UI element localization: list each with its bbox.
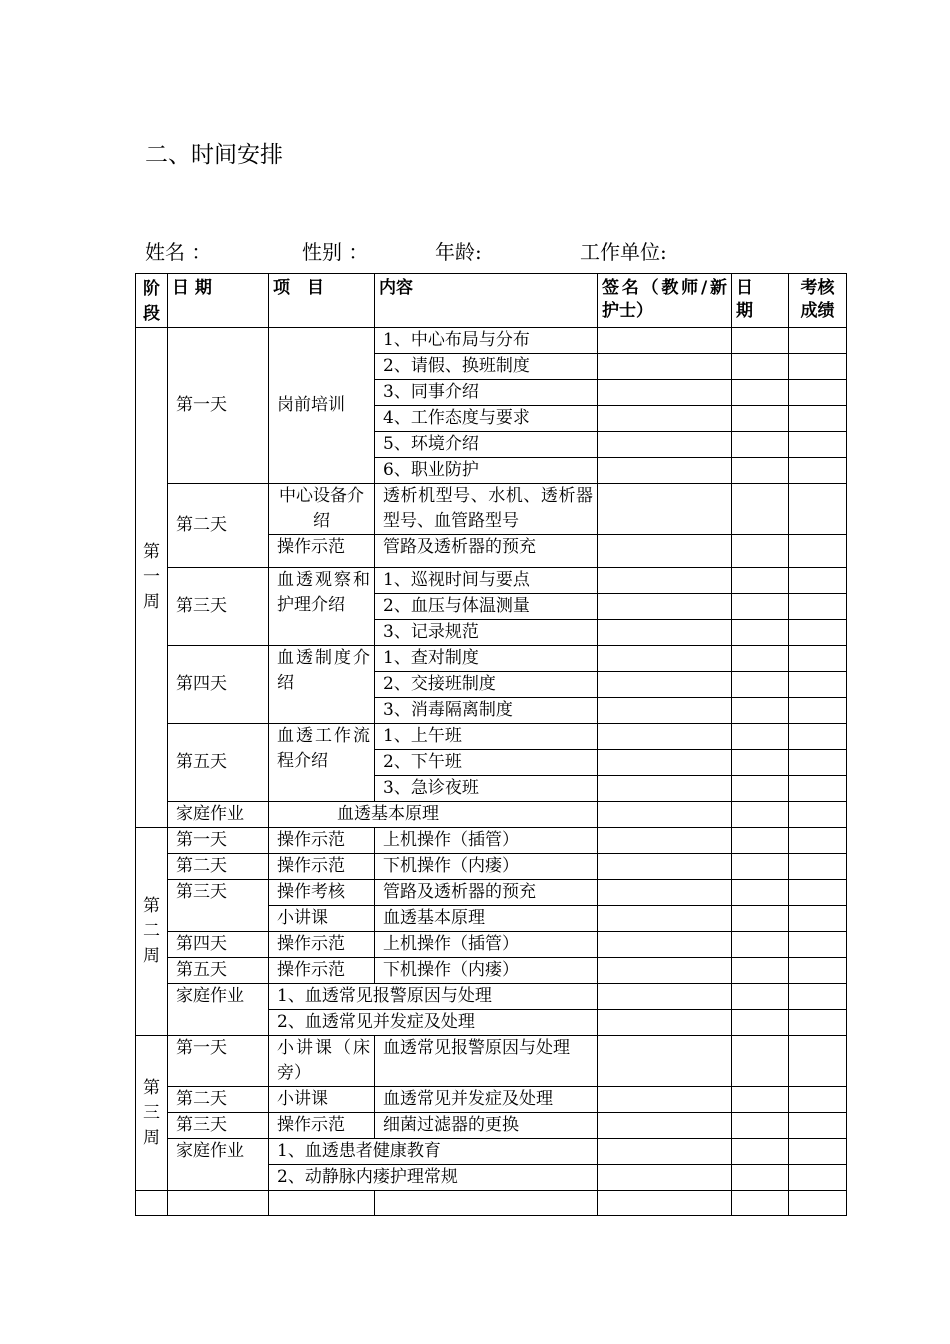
name-label: 姓名 ： — [145, 240, 212, 264]
score-cell — [789, 854, 847, 880]
table-row — [136, 828, 847, 854]
empty-cell — [732, 1191, 789, 1216]
item-cell: 血透观察和护理介绍 — [269, 568, 375, 646]
empty-cell — [168, 1191, 269, 1216]
day-cell — [732, 698, 789, 724]
table-row — [136, 1087, 847, 1113]
homework-content: 血透基本原理 — [269, 802, 598, 828]
content-cell: 上机操作（插管） — [375, 932, 598, 958]
content-cell: 2、下午班 — [375, 750, 598, 776]
table-row — [136, 484, 847, 535]
content-cell: 1、中心布局与分布 — [375, 328, 598, 354]
signature-cell — [598, 672, 732, 698]
signature-cell — [598, 1139, 732, 1165]
table-row — [136, 1113, 847, 1139]
score-cell — [789, 802, 847, 828]
date-cell: 第三天 — [168, 568, 269, 646]
signature-cell — [598, 535, 732, 568]
day-cell — [732, 906, 789, 932]
content-cell: 3、急诊夜班 — [375, 776, 598, 802]
item-cell: 小讲课（床旁） — [269, 1036, 375, 1087]
signature-cell — [598, 802, 732, 828]
header-score: 考核成绩 — [789, 274, 847, 328]
day-cell — [732, 932, 789, 958]
day-cell — [732, 380, 789, 406]
score-cell — [789, 958, 847, 984]
day-cell — [732, 328, 789, 354]
day-cell — [732, 1165, 789, 1191]
item-cell: 中心设备介绍 — [269, 484, 375, 535]
date-cell: 第二天 — [168, 854, 269, 880]
table-row — [136, 1139, 847, 1165]
score-cell — [789, 984, 847, 1010]
signature-cell — [598, 854, 732, 880]
content-cell: 2、请假、换班制度 — [375, 354, 598, 380]
date-cell: 家庭作业 — [168, 984, 269, 1036]
day-cell — [732, 354, 789, 380]
score-cell — [789, 724, 847, 750]
stage-week2: 第二周 — [136, 828, 168, 1036]
content-cell: 管路及透析器的预充 — [375, 535, 598, 568]
content-cell: 透析机型号、水机、透析器型号、血管路型号 — [375, 484, 598, 535]
date-cell: 第四天 — [168, 932, 269, 958]
signature-cell — [598, 1113, 732, 1139]
day-cell — [732, 776, 789, 802]
score-cell — [789, 484, 847, 535]
content-cell: 3、记录规范 — [375, 620, 598, 646]
content-cell: 6、职业防护 — [375, 458, 598, 484]
score-cell — [789, 594, 847, 620]
table-row — [136, 854, 847, 880]
empty-row — [136, 1191, 847, 1216]
gender-label: 性别 ： — [302, 240, 369, 264]
signature-cell — [598, 380, 732, 406]
date-cell: 第二天 — [168, 484, 269, 568]
day-cell — [732, 1139, 789, 1165]
item-cell: 岗前培训 — [269, 328, 375, 484]
date-cell: 第一天 — [168, 828, 269, 854]
day-cell — [732, 802, 789, 828]
empty-cell — [375, 1191, 598, 1216]
day-cell — [732, 1010, 789, 1036]
table-row — [136, 880, 847, 906]
day-cell — [732, 620, 789, 646]
date-cell: 第一天 — [168, 1036, 269, 1087]
score-cell — [789, 750, 847, 776]
date-cell: 第二天 — [168, 1087, 269, 1113]
item-cell: 操作示范 — [269, 932, 375, 958]
item-cell: 操作示范 — [269, 1113, 375, 1139]
score-cell — [789, 328, 847, 354]
day-cell — [732, 568, 789, 594]
signature-cell — [598, 776, 732, 802]
item-cell: 操作示范 — [269, 854, 375, 880]
homework-content: 1、血透患者健康教育 — [269, 1139, 598, 1165]
score-cell — [789, 646, 847, 672]
item-cell: 血透工作流程介绍 — [269, 724, 375, 802]
day-cell — [732, 646, 789, 672]
content-cell: 3、消毒隔离制度 — [375, 698, 598, 724]
date-cell: 家庭作业 — [168, 802, 269, 828]
date-cell: 第五天 — [168, 724, 269, 802]
table-row — [136, 328, 847, 354]
score-cell — [789, 906, 847, 932]
score-cell — [789, 380, 847, 406]
content-cell: 1、上午班 — [375, 724, 598, 750]
score-cell — [789, 932, 847, 958]
signature-cell — [598, 484, 732, 535]
content-cell: 上机操作（插管） — [375, 828, 598, 854]
score-cell — [789, 1165, 847, 1191]
day-cell — [732, 854, 789, 880]
date-cell: 第五天 — [168, 958, 269, 984]
day-cell — [732, 458, 789, 484]
header-signature: 签名（教师/新护士） — [598, 274, 732, 328]
score-cell — [789, 1010, 847, 1036]
table-row — [136, 958, 847, 984]
score-cell — [789, 698, 847, 724]
content-cell: 4、工作态度与要求 — [375, 406, 598, 432]
date-cell: 第一天 — [168, 328, 269, 484]
item-cell: 操作示范 — [269, 828, 375, 854]
content-cell: 细菌过滤器的更换 — [375, 1113, 598, 1139]
signature-cell — [598, 328, 732, 354]
content-cell: 2、血压与体温测量 — [375, 594, 598, 620]
item-cell: 操作示范 — [269, 958, 375, 984]
day-cell — [732, 1113, 789, 1139]
day-cell — [732, 1036, 789, 1087]
date-cell: 第四天 — [168, 646, 269, 724]
score-cell — [789, 880, 847, 906]
header-item: 项 目 — [269, 274, 375, 328]
signature-cell — [598, 1010, 732, 1036]
content-cell: 血透常见并发症及处理 — [375, 1087, 598, 1113]
schedule-table — [135, 273, 847, 1216]
score-cell — [789, 1087, 847, 1113]
date-cell: 第三天 — [168, 880, 269, 932]
score-cell — [789, 432, 847, 458]
signature-cell — [598, 958, 732, 984]
age-label: 年龄: — [435, 240, 482, 264]
score-cell — [789, 776, 847, 802]
day-cell — [732, 535, 789, 568]
day-cell — [732, 880, 789, 906]
score-cell — [789, 1139, 847, 1165]
score-cell — [789, 1113, 847, 1139]
score-cell — [789, 458, 847, 484]
signature-cell — [598, 458, 732, 484]
content-cell: 管路及透析器的预充 — [375, 880, 598, 906]
signature-cell — [598, 750, 732, 776]
table-row — [136, 802, 847, 828]
table-row — [136, 984, 847, 1010]
item-cell: 操作考核 — [269, 880, 375, 906]
signature-cell — [598, 984, 732, 1010]
score-cell — [789, 672, 847, 698]
day-cell — [732, 672, 789, 698]
content-cell: 下机操作（内瘘） — [375, 854, 598, 880]
homework-content: 2、血透常见并发症及处理 — [269, 1010, 598, 1036]
day-cell — [732, 406, 789, 432]
header-stage: 阶段 — [136, 274, 168, 328]
score-cell — [789, 828, 847, 854]
content-cell: 血透常见报警原因与处理 — [375, 1036, 598, 1087]
signature-cell — [598, 932, 732, 958]
score-cell — [789, 406, 847, 432]
signature-cell — [598, 646, 732, 672]
day-cell — [732, 750, 789, 776]
stage-week1: 第一周 — [136, 328, 168, 828]
signature-cell — [598, 880, 732, 906]
section-heading: 二、时间安排 — [145, 142, 283, 168]
day-cell — [732, 724, 789, 750]
item-cell: 小讲课 — [269, 1087, 375, 1113]
day-cell — [732, 984, 789, 1010]
date-cell: 家庭作业 — [168, 1139, 269, 1191]
content-cell: 血透基本原理 — [375, 906, 598, 932]
signature-cell — [598, 568, 732, 594]
item-cell: 操作示范 — [269, 535, 375, 568]
empty-cell — [789, 1191, 847, 1216]
score-cell — [789, 1036, 847, 1087]
table-row — [136, 932, 847, 958]
signature-cell — [598, 1165, 732, 1191]
empty-cell — [598, 1191, 732, 1216]
table-row — [136, 646, 847, 672]
signature-cell — [598, 432, 732, 458]
item-cell: 小讲课 — [269, 906, 375, 932]
score-cell — [789, 535, 847, 568]
header-day: 日期 — [732, 274, 789, 328]
stage-week3: 第三周 — [136, 1036, 168, 1191]
day-cell — [732, 594, 789, 620]
content-cell: 下机操作（内瘘） — [375, 958, 598, 984]
score-cell — [789, 354, 847, 380]
signature-cell — [598, 406, 732, 432]
signature-cell — [598, 620, 732, 646]
signature-cell — [598, 594, 732, 620]
empty-cell — [269, 1191, 375, 1216]
signature-cell — [598, 698, 732, 724]
content-cell: 5、环境介绍 — [375, 432, 598, 458]
day-cell — [732, 1087, 789, 1113]
homework-content: 1、血透常见报警原因与处理 — [269, 984, 598, 1010]
date-cell: 第三天 — [168, 1113, 269, 1139]
homework-content: 2、动静脉内瘘护理常规 — [269, 1165, 598, 1191]
signature-cell — [598, 1087, 732, 1113]
content-cell: 1、巡视时间与要点 — [375, 568, 598, 594]
content-cell: 1、查对制度 — [375, 646, 598, 672]
table-row — [136, 568, 847, 594]
work-unit-label: 工作单位: — [580, 240, 667, 264]
score-cell — [789, 568, 847, 594]
item-cell: 血透制度介绍 — [269, 646, 375, 724]
content-cell: 2、交接班制度 — [375, 672, 598, 698]
day-cell — [732, 432, 789, 458]
table-header-row — [136, 274, 847, 328]
header-content: 内容 — [375, 274, 598, 328]
content-cell: 3、同事介绍 — [375, 380, 598, 406]
table-row — [136, 1036, 847, 1087]
header-date: 日 期 — [168, 274, 269, 328]
empty-cell — [136, 1191, 168, 1216]
signature-cell — [598, 1036, 732, 1087]
day-cell — [732, 828, 789, 854]
table-row — [136, 724, 847, 750]
day-cell — [732, 484, 789, 535]
signature-cell — [598, 354, 732, 380]
signature-cell — [598, 906, 732, 932]
score-cell — [789, 620, 847, 646]
signature-cell — [598, 828, 732, 854]
day-cell — [732, 958, 789, 984]
signature-cell — [598, 724, 732, 750]
